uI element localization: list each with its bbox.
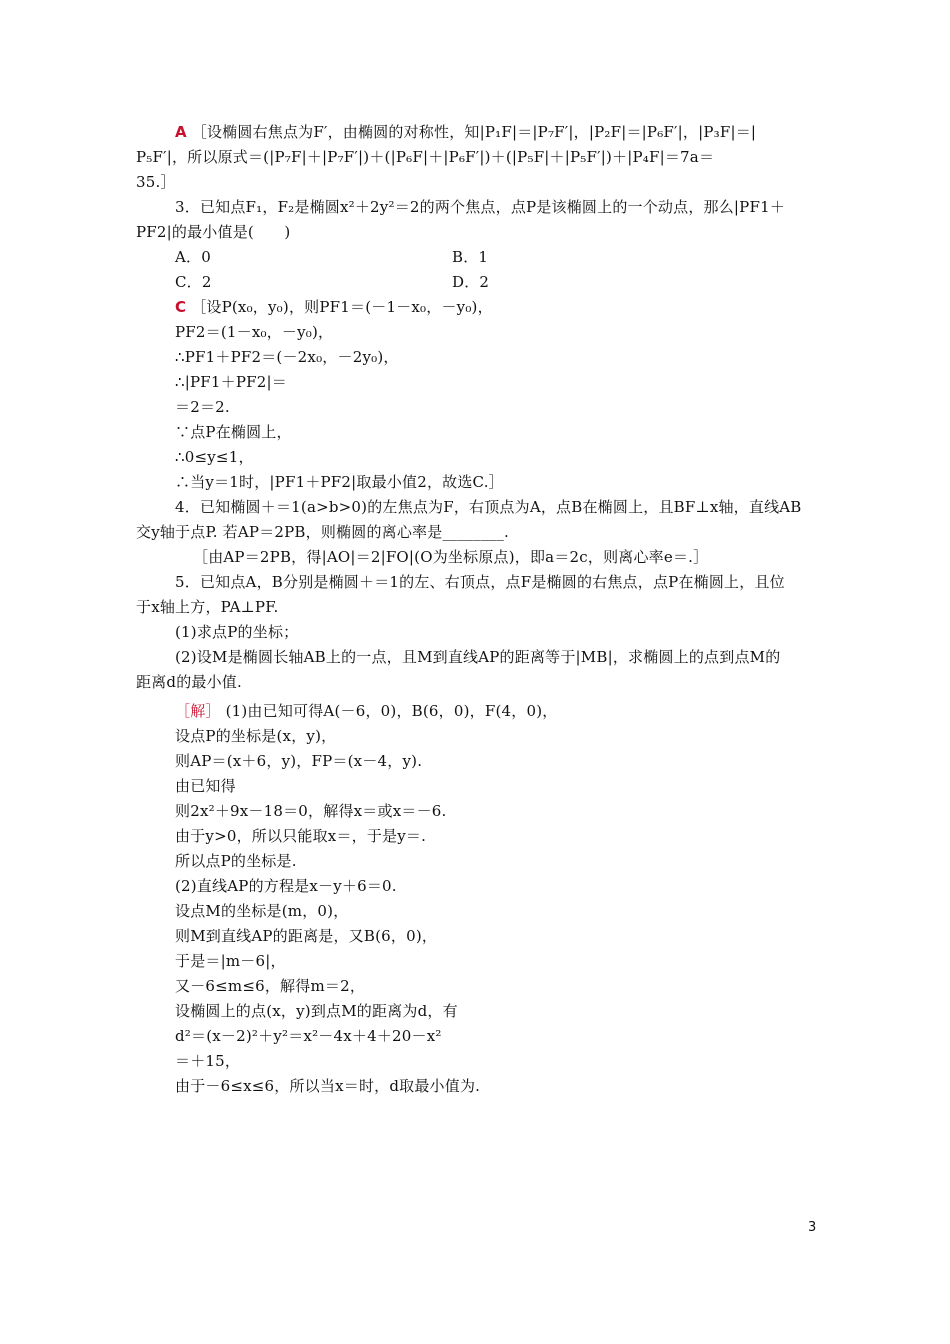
q3-option-a: A．0 [175,248,211,266]
q5-solution-line-16: 由于－6≤x≤6，所以当x＝时，d取最小值为. [175,1077,481,1095]
q5-solution-line-1: ［解］ (1)由已知可得A(－6，0)，B(6，0)，F(4，0)， [175,702,558,720]
q3-stem-line-1: 3．已知点F₁，F₂是椭圆x²＋2y²＝2的两个焦点，点P是该椭圆上的一个动点，那么|PF1＋ [175,198,786,216]
q4-stem-line-1: 4．已知椭圆＋＝1(a>b>0)的左焦点为F，右顶点为A，点B在椭圆上，且BF⊥x轴，直线AB [175,498,802,516]
q5-solution-line-13: 设椭圆上的点(x，y)到点M的距离为d，有 [175,1002,458,1020]
q3-option-d: D．2 [452,273,490,291]
q5-stem-line-2: 于x轴上方，PA⊥PF. [136,598,279,616]
q4-stem-line-2: 交y轴于点P. 若AP＝2PB，则椭圆的离心率是________. [136,523,510,541]
q5-solution-line-9: 设点M的坐标是(m，0)， [175,902,349,920]
page-number: 3 [808,1220,817,1235]
q5-solution-line-5: 则2x²＋9x－18＝0，解得x＝或x＝－6. [175,802,447,820]
answer-q2-line-2: P₅F′|，所以原式＝(|P₇F|＋|P₇F′|)＋(|P₆F|＋|P₆F′|)＋(|P₅F|＋|P₅F′|)＋|P₄F|＝7a＝ [136,148,715,166]
q3-solution-line-7: ∴0≤y≤1， [175,448,254,466]
q3-solution-line-4: ∴|PF1＋PF2|＝ [175,373,287,391]
q5-solution-line-3: 则AP＝(x＋6，y)，FP＝(x－4，y). [175,752,423,770]
q5-solution-line-2: 设点P的坐标是(x，y)， [175,727,337,745]
answer-q2-line-3: 35.］ [136,173,176,191]
q3-solution-line-3: ∴PF1＋PF2＝(－2x₀，－2y₀)， [175,348,399,366]
q5-part-2-line-1: (2)设M是椭圆长轴AB上的一点，且M到直线AP的距离等于|MB|，求椭圆上的点到点M的 [175,648,781,666]
q3-solution-line-6: ∵点P在椭圆上， [175,423,292,441]
q5-solution-line-11: 于是＝|m－6|， [175,952,286,970]
answer-q2-line-1: A ［设椭圆右焦点为F′，由椭圆的对称性，知|P₁F|＝|P₇F′|，|P₂F|＝|P₆F′|，|P₃F|＝| [175,123,757,141]
q3-solution-line-5: ＝2＝2. [175,398,230,416]
q5-solution-line-15: ＝＋15， [175,1052,241,1070]
q3-solution-line-8: ∴当y＝1时，|PF1＋PF2|取最小值2，故选C.］ [175,473,504,491]
q5-part-1: (1)求点P的坐标； [175,623,299,641]
q5-solution-line-14: d²＝(x－2)²＋y²＝x²－4x＋4＋20－x² [175,1027,442,1045]
q5-solution-line-8: (2)直线AP的方程是x－y＋6＝0. [175,877,397,895]
q5-stem-line-1: 5．已知点A，B分别是椭圆＋＝1的左、右顶点，点F是椭圆的右焦点，点P在椭圆上，且位 [175,573,785,591]
q5-solution-line-10: 则M到直线AP的距离是，又B(6，0)， [175,927,438,945]
q5-solution-line-12: 又－6≤m≤6，解得m＝2， [175,977,366,995]
q3-solution-line-1: C ［设P(x₀，y₀)，则PF1＝(－1－x₀，－y₀)， [175,298,493,316]
q3-option-c: C．2 [175,273,212,291]
answer-mark: A [175,123,187,141]
q4-solution: ［由AP＝2PB，得|AO|＝2|FO|(O为坐标原点)，即a＝2c，则离心率e＝.］ [193,548,709,566]
q3-solution-line-2: PF2＝(1－x₀，－y₀)， [175,323,334,341]
answer-mark: C [175,298,187,316]
q5-solution-line-4: 由已知得 [175,777,236,795]
q3-option-b: B．1 [452,248,489,266]
q5-solution-line-7: 所以点P的坐标是. [175,852,297,870]
solution-label: ［解］ [175,702,221,720]
q3-stem-line-2: PF2|的最小值是( ) [136,223,291,241]
q5-part-2-line-2: 距离d的最小值. [136,673,242,691]
q5-solution-line-6: 由于y>0，所以只能取x＝，于是y＝. [175,827,427,845]
